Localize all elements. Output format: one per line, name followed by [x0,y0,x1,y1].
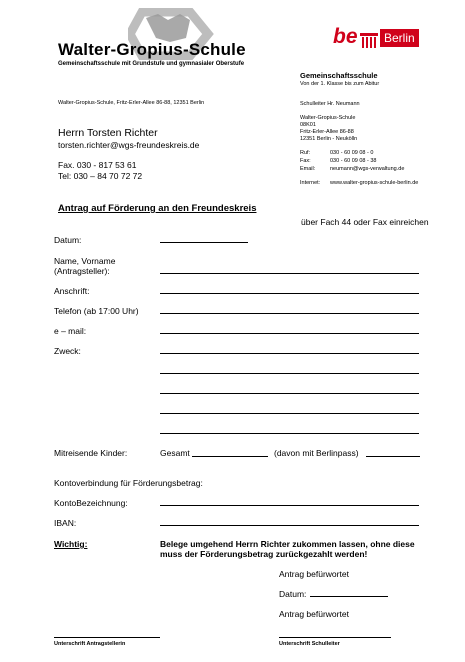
datum2-label: Datum: [279,589,307,599]
kontobez-label: KontoBezeichnung: [54,498,128,508]
name-label-line1: Name, Vorname [54,256,116,266]
zweck-label: Zweck: [54,346,81,356]
befuerwortet-label-1: Antrag befürwortet [279,569,349,579]
recipient-email: torsten.richter@wgs-freundeskreis.de [58,140,200,150]
contact-fax-label: Fax: [300,158,311,164]
zweck-field-3[interactable] [160,393,419,394]
form-title: Antrag auf Förderung an den Freundeskreis [58,203,257,214]
school-subtitle: Gemeinschaftsschule mit Grundstufe und gymnasialer Oberstufe [58,61,245,67]
school-head: Schulleiter Hr. Neumann [300,101,360,107]
wichtig-label: Wichtig: [54,539,88,549]
brandenburg-gate-icon [360,31,378,49]
school-address-line: Walter-Gropius-Schule, Fritz-Erler-Allee 86-88, 12351 Berlin [58,100,205,106]
telefon-field[interactable] [160,313,419,314]
datum-label: Datum: [54,235,82,245]
internet-label: Internet: [300,180,321,186]
zweck-field-5[interactable] [160,433,419,434]
berlinpass-field[interactable] [366,456,420,457]
datum2-field[interactable] [310,596,388,597]
kinder-label: Mitreisende Kinder: [54,448,128,458]
school-type-sub: Von der 1. Klasse bis zum Abitur [300,81,380,87]
wichtig-text-1: Belege umgehend Herrn Richter zukommen lassen, ohne diese [160,539,415,549]
school-type: Gemeinschaftsschule [300,71,378,80]
zweck-field-4[interactable] [160,413,419,414]
berlin-logo-prefix: be [333,25,358,48]
konto-label: Kontoverbindung für Förderungsbetrag: [54,478,203,488]
recipient-tel: Tel: 030 – 84 70 72 72 [58,171,143,181]
berlin-logo-word: Berlin [380,29,419,47]
befuerwortet-label-2: Antrag befürwortet [279,609,349,619]
anschrift-field[interactable] [160,293,419,294]
gesamt-label: Gesamt [160,448,190,458]
berlinpass-label: (davon mit Berlinpass) [274,448,359,458]
zweck-field-1[interactable] [160,353,419,354]
school-name: Walter-Gropius-Schule [58,40,246,59]
contact-phone-value: 030 - 60 09 08 - 0 [330,150,374,156]
recipient-fax: Fax. 030 - 817 53 61 [58,160,137,170]
email-field[interactable] [160,333,419,334]
telefon-label: Telefon (ab 17:00 Uhr) [54,306,139,316]
email-label: e – mail: [54,326,87,336]
contact-email-label: Email: [300,166,316,172]
zweck-field-2[interactable] [160,373,419,374]
right-addr-4: 12351 Berlin - Neukölln [300,136,358,142]
contact-phone-label: Ruf: [300,150,311,156]
right-addr-3: Fritz-Erler-Allee 86-88 [300,129,354,135]
gesamt-field[interactable] [192,456,268,457]
signature-line-applicant[interactable] [54,637,160,638]
signature-line-head[interactable] [279,637,391,638]
contact-email-value: neumann@wgs-verwaltung.de [330,166,405,172]
signature-label-head: Unterschrift Schulleiter [279,641,340,647]
internet-value: www.walter-gropius-schule-berlin.de [330,180,419,186]
anschrift-label: Anschrift: [54,286,90,296]
right-addr-2: 08K01 [300,122,316,128]
kontobez-field[interactable] [160,505,419,506]
iban-field[interactable] [160,525,419,526]
submit-note: über Fach 44 oder Fax einreichen [301,217,429,227]
iban-label: IBAN: [54,518,77,528]
right-addr-1: Walter-Gropius-Schule [300,115,356,121]
signature-label-applicant: Unterschrift Antragstellerin [54,641,126,647]
wichtig-text-2: muss der Förderungsbetrag zurückgezahlt werden! [160,549,368,559]
name-label-line2: (Antragsteller): [54,266,110,276]
name-field[interactable] [160,273,419,274]
datum-field[interactable] [160,242,248,243]
recipient-name: Herrn Torsten Richter [58,127,158,139]
contact-fax-value: 030 - 60 09 08 - 38 [330,158,377,164]
